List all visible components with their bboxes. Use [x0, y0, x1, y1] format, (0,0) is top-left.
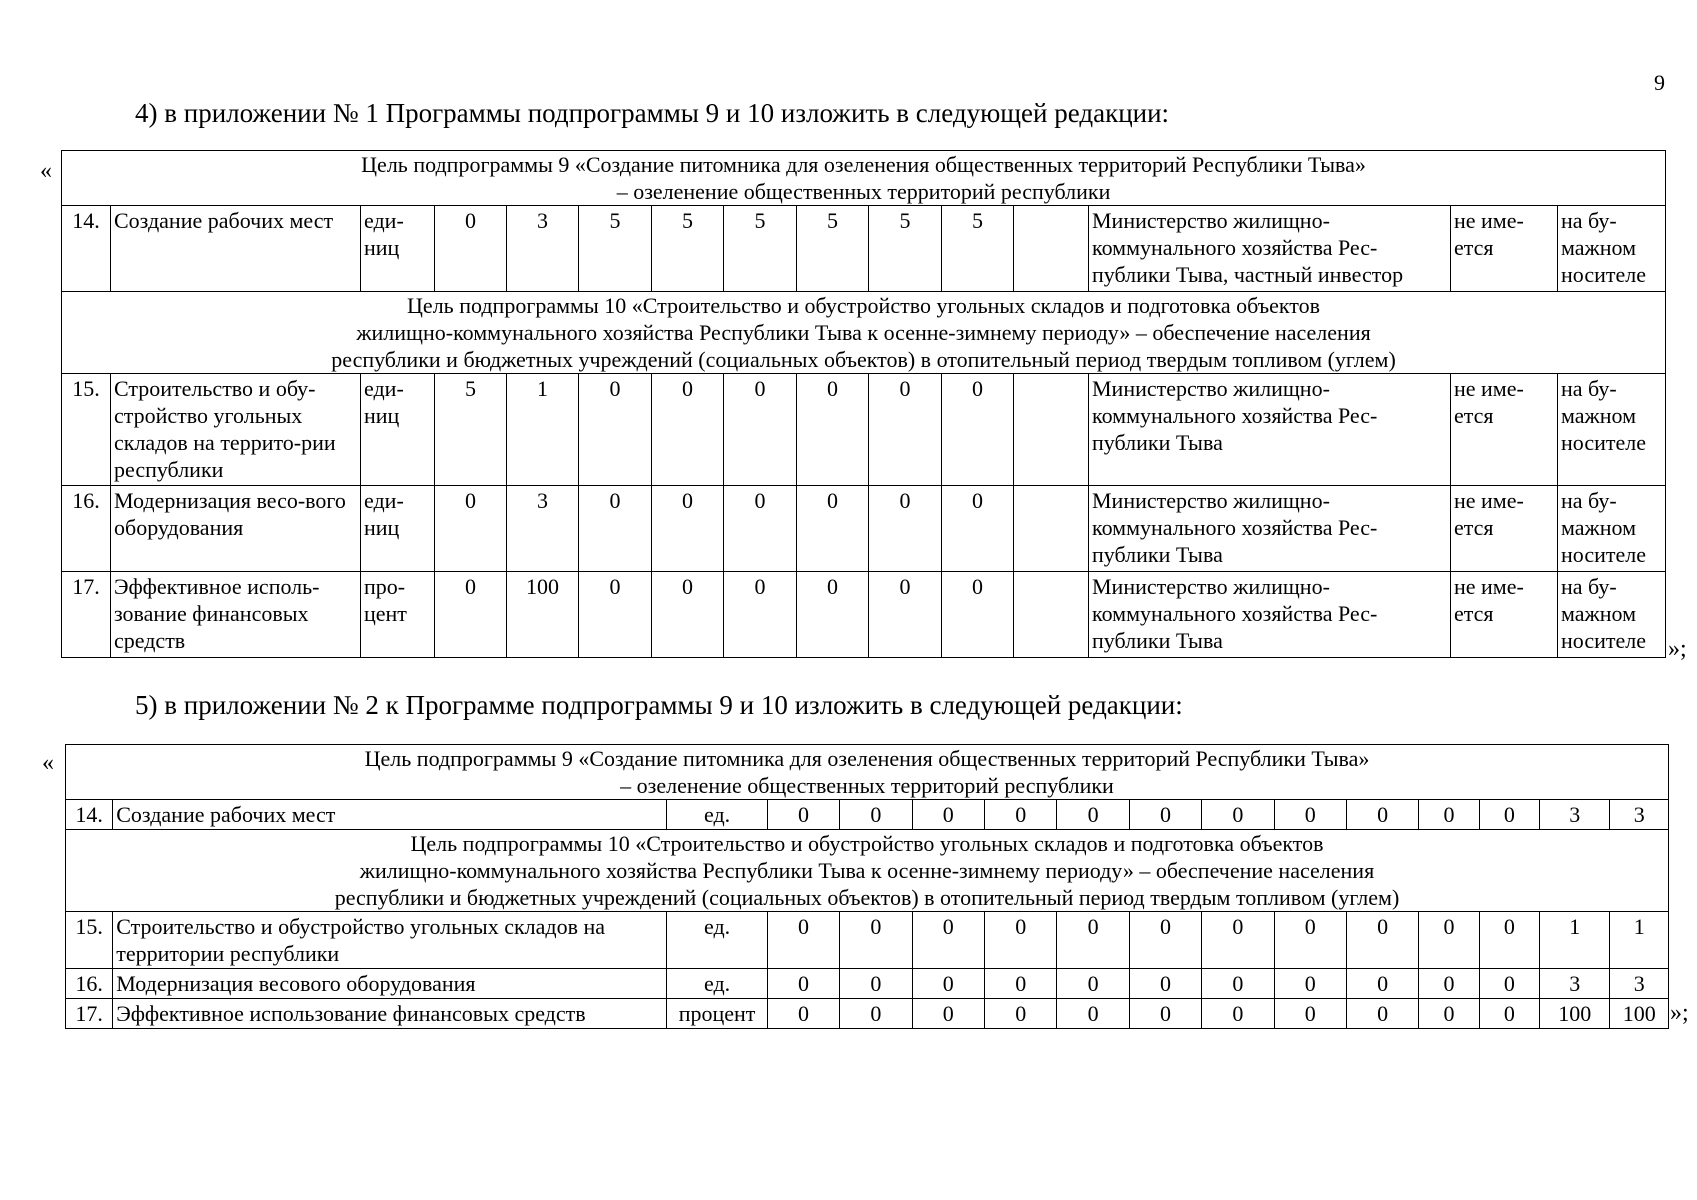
value-cell: 0 [1057, 999, 1129, 1029]
row-name: Создание рабочих мест [113, 800, 667, 830]
risk-cell: не име-ется [1451, 486, 1558, 572]
row-unit: еди-ниц [361, 486, 435, 572]
row-unit: ед. [667, 800, 768, 830]
appendix-1-table [61, 150, 1666, 658]
goal-9-line-2: – озеленение общественных территорий республики [620, 773, 1114, 798]
value-cell: 0 [1419, 912, 1479, 969]
table-row [62, 572, 1666, 658]
medium-cell: на бу-мажном носителе [1558, 486, 1666, 572]
value-cell: 0 [1479, 969, 1539, 999]
responsible-executor: Министерство жилищно-коммунального хозяйства Рес-публики Тыва [1089, 374, 1451, 486]
value-cell: 0 [1274, 969, 1346, 999]
value-cell: 0 [652, 572, 724, 658]
value-cell: 0 [767, 969, 839, 999]
responsible-executor: Министерство жилищно-коммунального хозяйства Рес-публики Тыва [1089, 572, 1451, 658]
value-cell: 0 [985, 969, 1057, 999]
row-unit: ед. [667, 912, 768, 969]
value-cell: 3 [1540, 800, 1610, 830]
value-cell: 3 [507, 206, 579, 292]
value-cell: 100 [507, 572, 579, 658]
value-cell: 0 [985, 800, 1057, 830]
table-row [66, 912, 1669, 969]
value-cell: 0 [1479, 800, 1539, 830]
table-row [62, 486, 1666, 572]
row-number: 14. [66, 800, 113, 830]
row-number: 16. [62, 486, 111, 572]
goal-10-line-3: республики и бюджетных учреждений (социальных объектов) в отопительный период твердым топливом (углем) [331, 347, 1396, 372]
goal-10-line-2: жилищно-коммунального хозяйства Республики Тыва к осенне-зимнему периоду» – обеспечение населения [359, 858, 1375, 883]
row-name: Модернизация весового оборудования [113, 969, 667, 999]
row-unit: ед. [667, 969, 768, 999]
goal-10-line-1: Цель подпрограммы 10 «Строительство и обустройство угольных складов и подготовка объектов [410, 831, 1324, 856]
table-row [66, 800, 1669, 830]
value-cell: 5 [797, 206, 869, 292]
value-cell: 0 [1129, 800, 1201, 830]
value-cell: 0 [942, 572, 1014, 658]
value-cell: 0 [797, 572, 869, 658]
risk-cell: не име-ется [1451, 206, 1558, 292]
value-cell: 0 [1419, 969, 1479, 999]
value-cell: 0 [579, 572, 652, 658]
value-cell: 0 [579, 486, 652, 572]
value-cell: 0 [942, 486, 1014, 572]
value-cell: 0 [1057, 912, 1129, 969]
value-cell: 5 [652, 206, 724, 292]
value-cell: 0 [912, 912, 984, 969]
value-cell: 0 [1202, 999, 1274, 1029]
value-cell: 0 [1346, 912, 1418, 969]
goal-10-line-3: республики и бюджетных учреждений (социальных объектов) в отопительный период твердым топливом (углем) [334, 885, 1400, 910]
risk-cell: не име-ется [1451, 572, 1558, 658]
row-number: 16. [66, 969, 113, 999]
table-row [62, 374, 1666, 486]
appendix-2-table [65, 744, 1669, 1029]
table-row [66, 969, 1669, 999]
value-cell: 0 [912, 800, 984, 830]
value-cell: 0 [1057, 969, 1129, 999]
value-cell: 0 [724, 572, 797, 658]
medium-cell: на бу-мажном носителе [1558, 206, 1666, 292]
goal-10-header-row [66, 830, 1669, 912]
paragraph-4: 4) в приложении № 1 Программы подпрограммы 9 и 10 изложить в следующей редакции: [135, 98, 1170, 128]
value-cell: 1 [1610, 912, 1669, 969]
value-cell: 5 [435, 374, 507, 486]
value-cell [1014, 206, 1089, 292]
value-cell: 0 [840, 912, 912, 969]
value-cell: 0 [1202, 912, 1274, 969]
value-cell: 0 [912, 969, 984, 999]
value-cell: 0 [840, 969, 912, 999]
value-cell: 0 [767, 999, 839, 1029]
open-quote-1: « [40, 158, 52, 184]
value-cell: 100 [1540, 999, 1610, 1029]
value-cell: 0 [652, 486, 724, 572]
value-cell: 0 [1274, 999, 1346, 1029]
value-cell: 0 [724, 486, 797, 572]
row-number: 15. [62, 374, 111, 486]
row-number: 17. [62, 572, 111, 658]
row-name: Эффективное использование финансовых средств [113, 999, 667, 1029]
value-cell: 0 [942, 374, 1014, 486]
close-quote-1: »; [1668, 636, 1687, 662]
value-cell: 0 [1419, 800, 1479, 830]
value-cell: 0 [767, 912, 839, 969]
row-name: Строительство и обу-стройство угольных складов на террито-рии республики [111, 374, 361, 486]
value-cell: 0 [435, 572, 507, 658]
value-cell: 0 [1129, 999, 1201, 1029]
value-cell: 5 [942, 206, 1014, 292]
value-cell: 0 [797, 374, 869, 486]
row-number: 17. [66, 999, 113, 1029]
value-cell: 0 [1274, 912, 1346, 969]
value-cell: 0 [912, 999, 984, 1029]
value-cell: 0 [435, 206, 507, 292]
value-cell: 5 [724, 206, 797, 292]
value-cell [1014, 374, 1089, 486]
value-cell: 0 [1274, 800, 1346, 830]
row-name: Эффективное исполь-зование финансовых средств [111, 572, 361, 658]
value-cell: 3 [1540, 969, 1610, 999]
value-cell: 0 [1129, 912, 1201, 969]
row-number: 15. [66, 912, 113, 969]
row-unit: про-цент [361, 572, 435, 658]
value-cell: 3 [1610, 800, 1669, 830]
value-cell: 0 [1419, 999, 1479, 1029]
value-cell: 0 [1346, 969, 1418, 999]
goal-9-line-2: – озеленение общественных территорий республики [616, 179, 1111, 204]
value-cell: 0 [1479, 912, 1539, 969]
value-cell: 3 [1610, 969, 1669, 999]
goal-10-line-2: жилищно-коммунального хозяйства Республики Тыва к осенне-зимнему периоду» – обеспечение населения [356, 320, 1371, 345]
value-cell: 5 [579, 206, 652, 292]
goal-10-line-1: Цель подпрограммы 10 «Строительство и обустройство угольных складов и подготовка объектов [407, 293, 1320, 318]
table-row [66, 999, 1669, 1029]
goal-9-header-row [66, 745, 1669, 800]
value-cell [1014, 486, 1089, 572]
paragraph-5: 5) в приложении № 2 к Программе подпрограммы 9 и 10 изложить в следующей редакции: [135, 690, 1183, 720]
value-cell: 0 [435, 486, 507, 572]
value-cell: 0 [1346, 999, 1418, 1029]
value-cell: 1 [507, 374, 579, 486]
row-name: Модернизация весо-вого оборудования [111, 486, 361, 572]
value-cell: 0 [869, 572, 942, 658]
medium-cell: на бу-мажном носителе [1558, 572, 1666, 658]
value-cell: 1 [1540, 912, 1610, 969]
value-cell: 0 [869, 486, 942, 572]
row-name: Строительство и обустройство угольных складов на территории республики [113, 912, 667, 969]
value-cell: 0 [724, 374, 797, 486]
value-cell: 0 [652, 374, 724, 486]
row-unit: еди-ниц [361, 206, 435, 292]
goal-9-line-1: Цель подпрограммы 9 «Создание питомника для озеленения общественных территорий Республики Тыва» [361, 152, 1366, 177]
value-cell: 3 [507, 486, 579, 572]
value-cell: 0 [869, 374, 942, 486]
responsible-executor: Министерство жилищно-коммунального хозяйства Рес-публики Тыва [1089, 486, 1451, 572]
value-cell: 5 [869, 206, 942, 292]
value-cell: 0 [840, 999, 912, 1029]
table-row [62, 206, 1666, 292]
responsible-executor: Министерство жилищно-коммунального хозяйства Рес-публики Тыва, частный инвестор [1089, 206, 1451, 292]
medium-cell: на бу-мажном носителе [1558, 374, 1666, 486]
value-cell: 0 [985, 999, 1057, 1029]
value-cell: 0 [797, 486, 869, 572]
value-cell: 0 [1202, 969, 1274, 999]
value-cell: 0 [1202, 800, 1274, 830]
value-cell: 0 [1057, 800, 1129, 830]
row-name: Создание рабочих мест [111, 206, 361, 292]
goal-9-line-1: Цель подпрограммы 9 «Создание питомника для озеленения общественных территорий Республики Тыва» [364, 746, 1370, 771]
value-cell [1014, 572, 1089, 658]
value-cell: 0 [579, 374, 652, 486]
value-cell: 0 [985, 912, 1057, 969]
row-number: 14. [62, 206, 111, 292]
risk-cell: не име-ется [1451, 374, 1558, 486]
goal-10-header-row [62, 292, 1666, 374]
value-cell: 0 [1129, 969, 1201, 999]
goal-9-header-row [62, 151, 1666, 206]
open-quote-2: « [42, 750, 54, 776]
value-cell: 0 [1346, 800, 1418, 830]
row-unit: процент [667, 999, 768, 1029]
value-cell: 0 [1479, 999, 1539, 1029]
close-quote-2: »; [1670, 1000, 1689, 1026]
value-cell: 0 [840, 800, 912, 830]
row-unit: еди-ниц [361, 374, 435, 486]
value-cell: 0 [767, 800, 839, 830]
value-cell: 100 [1610, 999, 1669, 1029]
page-number: 9 [1654, 70, 1665, 95]
